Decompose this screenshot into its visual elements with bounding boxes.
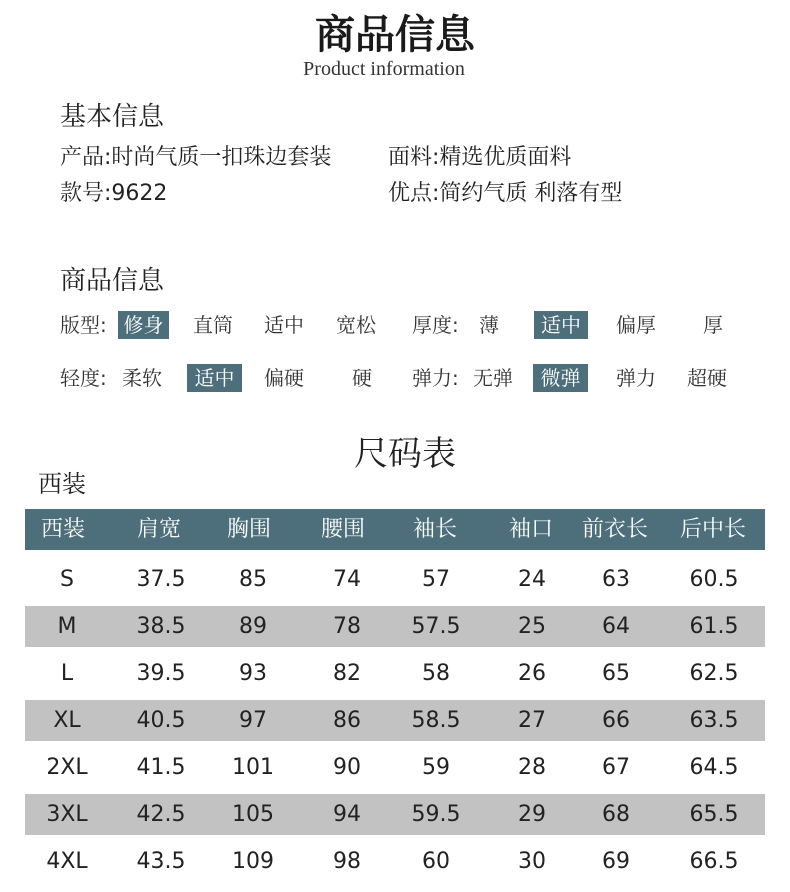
elasticity-label: 弹力: bbox=[412, 366, 459, 390]
measure-cell: 61.5 bbox=[689, 614, 739, 639]
measure-cell: 65.5 bbox=[689, 802, 739, 827]
table-row bbox=[25, 747, 765, 788]
measure-cell: 66 bbox=[602, 708, 630, 733]
product-name: 产品:时尚气质一扣珠边套装 bbox=[60, 145, 332, 170]
measure-cell: 41.5 bbox=[136, 755, 186, 780]
softness-option: 硬 bbox=[352, 366, 372, 390]
softness-label: 轻度: bbox=[60, 366, 107, 390]
header-cell: 西装 bbox=[40, 517, 86, 542]
measure-cell: 28 bbox=[518, 755, 546, 780]
measure-cell: 64 bbox=[602, 614, 630, 639]
measure-cell: 38.5 bbox=[136, 614, 186, 639]
table-row bbox=[25, 700, 765, 741]
header-cell: 肩宽 bbox=[136, 517, 182, 542]
size-cell: L bbox=[60, 661, 74, 686]
measure-cell: 26 bbox=[518, 661, 546, 686]
measure-cell: 63.5 bbox=[689, 708, 739, 733]
table-row bbox=[25, 606, 765, 647]
measure-cell: 69 bbox=[602, 849, 630, 874]
size-chart-title: 尺码表 bbox=[354, 434, 456, 474]
softness-option: 柔软 bbox=[122, 366, 162, 390]
measure-cell: 57 bbox=[422, 567, 450, 592]
measure-cell: 89 bbox=[239, 614, 267, 639]
measure-cell: 68 bbox=[602, 802, 630, 827]
measure-cell: 60.5 bbox=[689, 567, 739, 592]
thickness-option: 薄 bbox=[479, 313, 499, 337]
table-row bbox=[25, 559, 765, 600]
fabric-info: 面料:精选优质面料 bbox=[388, 145, 572, 170]
measure-cell: 74 bbox=[333, 567, 361, 592]
measure-cell: 109 bbox=[232, 849, 274, 874]
measure-cell: 98 bbox=[333, 849, 361, 874]
measure-cell: 60 bbox=[422, 849, 450, 874]
measure-cell: 82 bbox=[333, 661, 361, 686]
header-cell: 袖口 bbox=[508, 517, 554, 542]
measure-cell: 57.5 bbox=[411, 614, 461, 639]
attributes-heading: 商品信息 bbox=[60, 266, 165, 296]
softness-option-selected: 适中 bbox=[187, 364, 242, 392]
thickness-label: 厚度: bbox=[412, 313, 459, 337]
measure-cell: 86 bbox=[333, 708, 361, 733]
table-row bbox=[25, 841, 765, 882]
measure-cell: 67 bbox=[602, 755, 630, 780]
measure-cell: 37.5 bbox=[136, 567, 186, 592]
measure-cell: 42.5 bbox=[136, 802, 186, 827]
header-cell: 腰围 bbox=[320, 517, 366, 542]
elasticity-option: 弹力 bbox=[616, 366, 656, 390]
page-title: 商品信息 bbox=[315, 11, 475, 58]
size-cell: 3XL bbox=[46, 802, 88, 827]
size-chart-section-label: 西装 bbox=[38, 470, 86, 498]
measure-cell: 63 bbox=[602, 567, 630, 592]
size-cell: M bbox=[57, 614, 77, 639]
measure-cell: 30 bbox=[518, 849, 546, 874]
measure-cell: 90 bbox=[333, 755, 361, 780]
fit-option: 适中 bbox=[264, 313, 304, 337]
header-cell: 前衣长 bbox=[581, 517, 649, 542]
size-cell: 4XL bbox=[46, 849, 88, 874]
elasticity-option: 无弹 bbox=[473, 366, 513, 390]
measure-cell: 62.5 bbox=[689, 661, 739, 686]
measure-cell: 59 bbox=[422, 755, 450, 780]
fit-label: 版型: bbox=[60, 313, 107, 337]
measure-cell: 78 bbox=[333, 614, 361, 639]
measure-cell: 27 bbox=[518, 708, 546, 733]
measure-cell: 94 bbox=[333, 802, 361, 827]
elasticity-option: 超硬 bbox=[687, 366, 727, 390]
header-cell: 后中长 bbox=[679, 517, 747, 542]
measure-cell: 25 bbox=[518, 614, 546, 639]
size-cell: S bbox=[60, 567, 74, 592]
style-number: 款号:9622 bbox=[60, 181, 168, 206]
table-row bbox=[25, 794, 765, 835]
fit-option: 直筒 bbox=[193, 313, 233, 337]
measure-cell: 58.5 bbox=[411, 708, 461, 733]
header-cell: 袖长 bbox=[412, 517, 458, 542]
page-subtitle: Product information bbox=[303, 58, 465, 80]
elasticity-option-selected: 微弹 bbox=[533, 364, 588, 392]
measure-cell: 58 bbox=[422, 661, 450, 686]
table-row bbox=[25, 653, 765, 694]
thickness-option: 偏厚 bbox=[616, 313, 656, 337]
measure-cell: 85 bbox=[239, 567, 267, 592]
fit-option-selected: 修身 bbox=[118, 311, 169, 339]
measure-cell: 66.5 bbox=[689, 849, 739, 874]
measure-cell: 64.5 bbox=[689, 755, 739, 780]
size-table-header bbox=[25, 509, 765, 550]
measure-cell: 65 bbox=[602, 661, 630, 686]
softness-option: 偏硬 bbox=[264, 366, 304, 390]
measure-cell: 101 bbox=[232, 755, 274, 780]
size-cell: 2XL bbox=[46, 755, 88, 780]
thickness-option-selected: 适中 bbox=[534, 311, 588, 339]
size-cell: XL bbox=[53, 708, 81, 733]
measure-cell: 59.5 bbox=[411, 802, 461, 827]
basic-info-heading: 基本信息 bbox=[60, 102, 165, 132]
measure-cell: 39.5 bbox=[136, 661, 186, 686]
advantage-info: 优点:简约气质 利落有型 bbox=[388, 181, 623, 206]
fit-option: 宽松 bbox=[336, 313, 376, 337]
thickness-option: 厚 bbox=[703, 313, 723, 337]
measure-cell: 43.5 bbox=[136, 849, 186, 874]
measure-cell: 97 bbox=[239, 708, 267, 733]
measure-cell: 24 bbox=[518, 567, 546, 592]
measure-cell: 29 bbox=[518, 802, 546, 827]
header-cell: 胸围 bbox=[226, 517, 272, 542]
measure-cell: 40.5 bbox=[136, 708, 186, 733]
measure-cell: 105 bbox=[232, 802, 274, 827]
measure-cell: 93 bbox=[239, 661, 267, 686]
